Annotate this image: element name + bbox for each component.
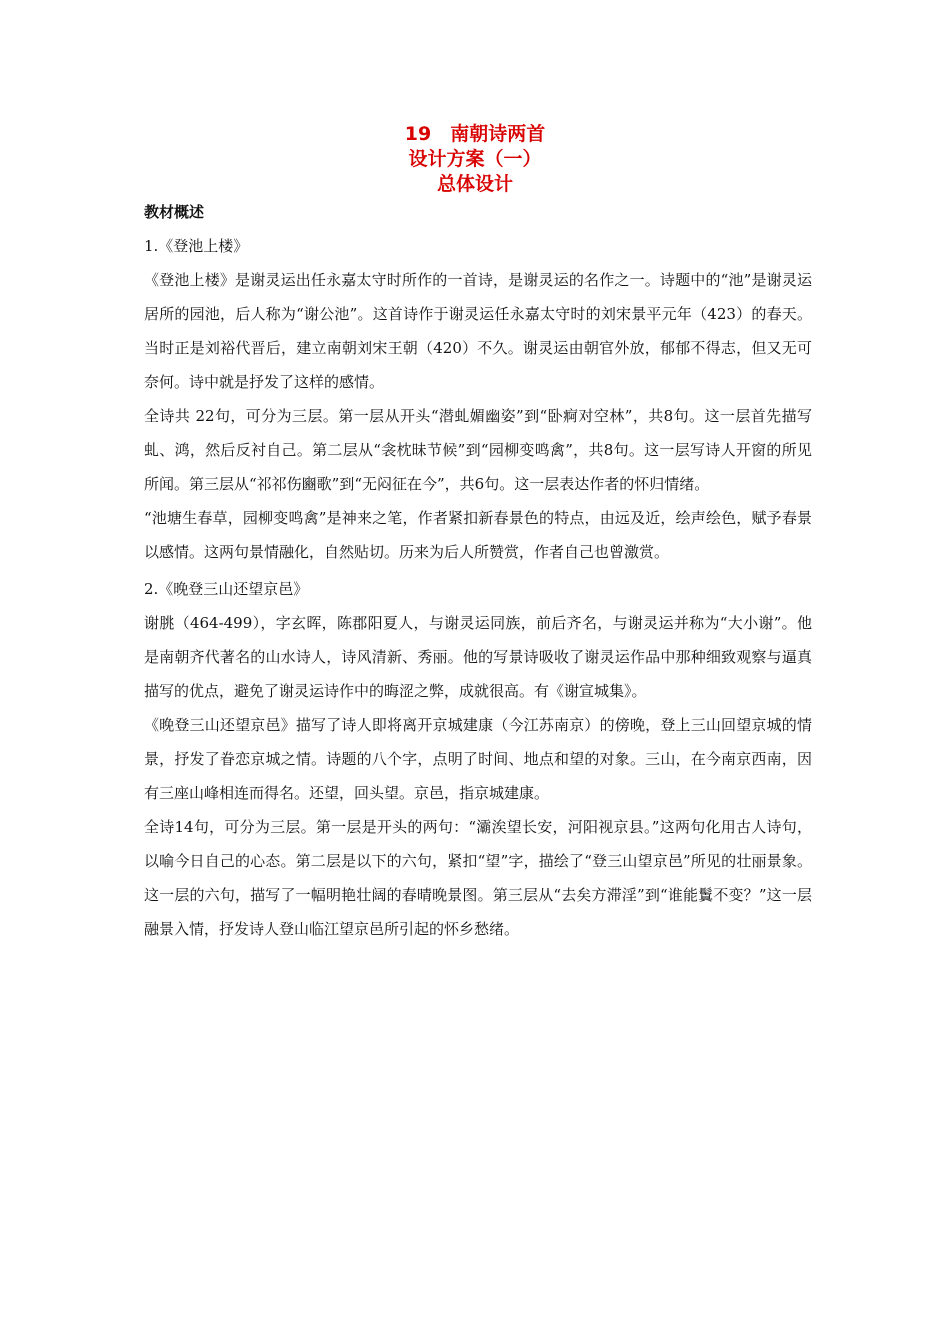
part2-paragraph: 谢朓（464-499），字玄晖，陈郡阳夏人，与谢灵运同族，前后齐名，与谢灵运并称为“大小谢”。他是南朝齐代著名的山水诗人，诗风清新、秀丽。他的写景诗吸收了谢灵运作品中那种细致观察与逼真描写的优点，避免了谢灵运诗作中的晦涩之弊，成就很高。有《谢宣城集》。 [144,614,812,700]
part2-paragraph: 《晚登三山还望京邑》描写了诗人即将离开京城建康（今江苏南京）的傍晚，登上三山回望京城的情景，抒发了眷恋京城之情。诗题的八个字，点明了时间、地点和望的对象。三山，在今南京西南，因有三座山峰相连而得名。还望，回头望。京邑，指京城建康。 [144,716,812,802]
section-title: 总体设计 [436,173,513,195]
plan-title: 设计方案（一） [408,148,542,170]
part1-paragraph: 《登池上楼》是谢灵运出任永嘉太守时所作的一首诗，是谢灵运的名作之一。诗题中的“池”是谢灵运居所的园池，后人称为“谢公池”。这首诗作于谢灵运任永嘉太守时的刘宋景平元年（423）的春天。当时正是刘裕代晋后，建立南朝刘宋王朝（420）不久。谢灵运由朝官外放，郁郁不得志，但又无可奈何。诗中就是抒发了这样的感情。 [144,271,812,391]
part2-paragraph: 全诗14句，可分为三层。第一层是开头的两句：“灞涘望长安，河阳视京县。”这两句化用古人诗句，以喻今日自己的心态。第二层是以下的六句，紧扣“望”字，描绘了“登三山望京邑”所见的壮丽景象。这一层的六句，描写了一幅明艳壮阔的春晴晚景图。第三层从“去矣方滞淫”到“谁能鬒不变？”这一层融景入情，抒发诗人登山临江望京邑所引起的怀乡愁绪。 [144,818,812,938]
part2-heading: 2.《晚登三山还望京邑》 [144,580,309,598]
lesson-title: 19 南朝诗两首 [404,123,546,145]
part1-paragraph: “池塘生春草，园柳变鸣禽”是神来之笔，作者紧扣新春景色的特点，由远及近，绘声绘色，赋予春景以感情。这两句景情融化，自然贴切。历来为后人所赞赏，作者自己也曾激赏。 [144,509,812,561]
section-heading: 教材概述 [144,203,205,221]
part1-paragraph: 全诗共 22句，可分为三层。第一层从开头“潜虬媚幽姿”到“卧痾对空林”，共8句。这一层首先描写虬、鸿，然后反衬自己。第二层从“衾枕昧节候”到“园柳变鸣禽”，共8句。这一层写诗人开窗的所见所闻。第三层从“祁祁伤豳歌”到“无闷征在今”，共6句。这一层表达作者的怀归情绪。 [144,407,812,493]
document-body [144,202,812,946]
title-block [0,122,950,197]
part1-heading: 1.《登池上楼》 [144,237,249,255]
